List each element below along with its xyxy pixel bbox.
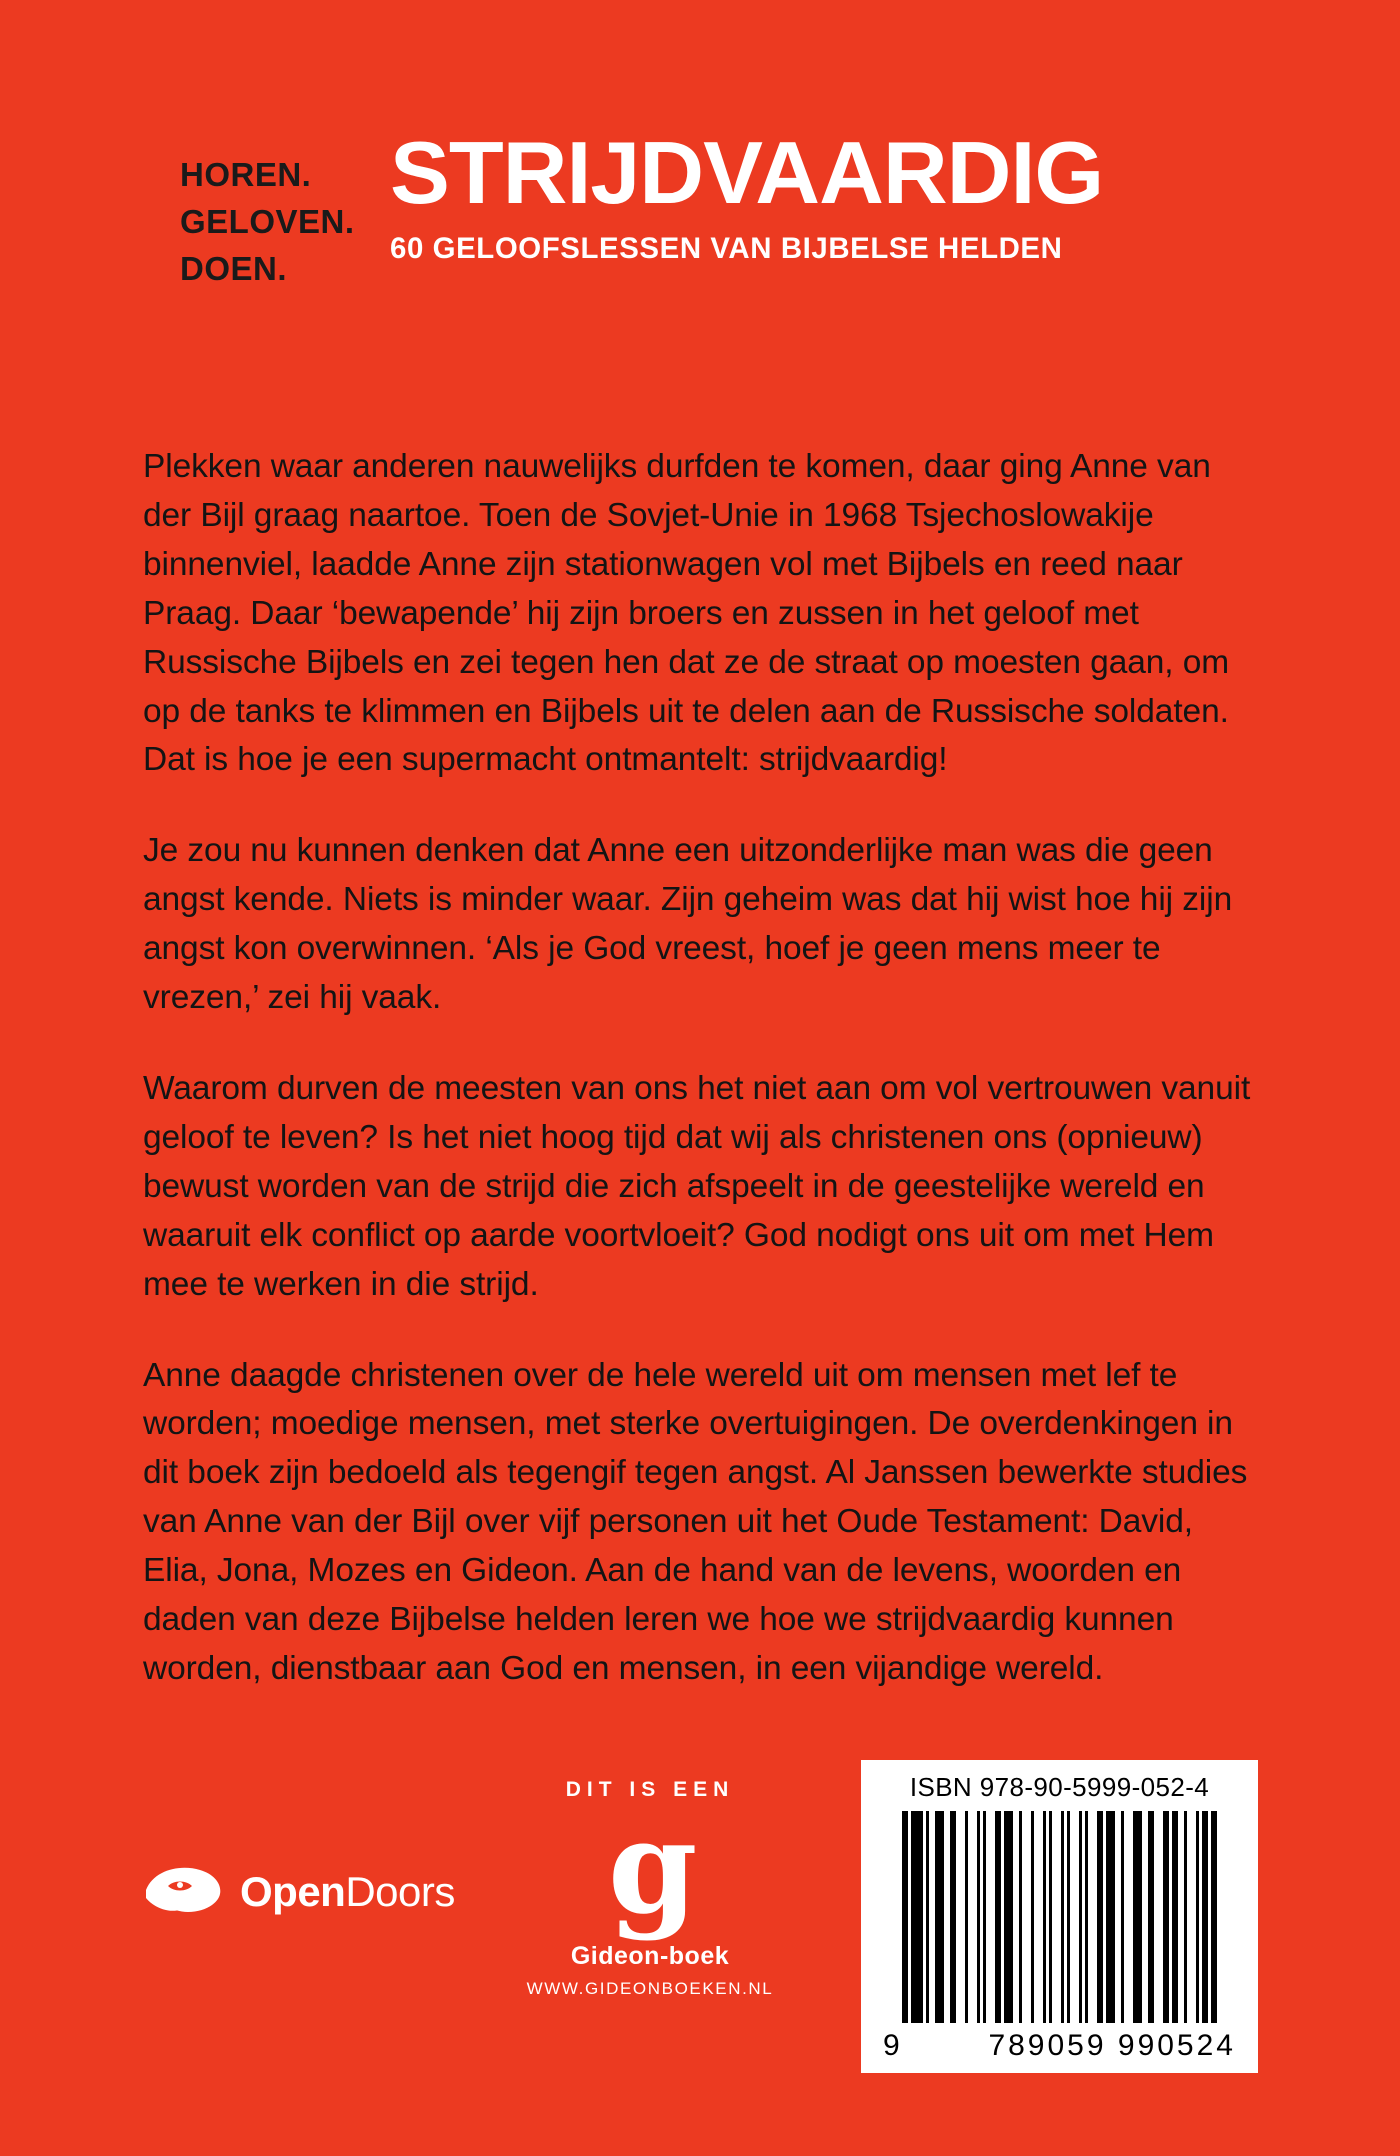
- back-cover-blurb: [143, 443, 1261, 1694]
- publisher-block: [500, 1778, 800, 1999]
- kicker-line-2: GELOVEN.: [180, 202, 355, 240]
- book-subtitle: 60 GELOOFSLESSEN VAN BIJBELSE HELDEN: [390, 232, 1063, 266]
- book-title: STRIJDVAARDIG: [390, 123, 1104, 222]
- kicker-line-1: HOREN.: [180, 156, 312, 193]
- open-doors-logo: [140, 1860, 455, 1924]
- open-doors-wordmark: [240, 1868, 455, 1916]
- publisher-tagline: DIT IS EEN: [565, 1778, 735, 1801]
- blurb-paragraph-4: Anne daagde christenen over de hele wereld uit om mensen met lef te worden; moedige mensen, met sterke overtuigingen. De overdenkingen in dit boek zijn bedoeld als tegengif tegen angst. Al Janssen bewerkte studies van Anne van der Bijl over vijf personen uit het Oude Testament: David, Elia, Jona, Mozes en Gideon. Aan de hand van de levens, woorden en daden van deze Bijbelse helden leren we hoe we strijdvaardig kunnen worden, dienstbaar aan God en mensen, in een vijandige wereld.: [143, 1356, 1248, 1687]
- gideon-g-icon: [608, 1793, 698, 1943]
- barcode-digits: [875, 2023, 1244, 2063]
- barcode-digit-right: 789059 990524: [988, 2029, 1236, 2062]
- publisher-website: WWW.GIDEONBOEKEN.NL: [526, 1979, 774, 1998]
- open-doors-bold: Open: [240, 1868, 346, 1915]
- title-block: [390, 123, 1270, 266]
- open-doors-dove-icon: [140, 1860, 226, 1924]
- cover-footer: [0, 1760, 1400, 2156]
- cover-kicker: [180, 152, 380, 293]
- isbn-label: ISBN 978-90-5999-052-4: [909, 1772, 1210, 1802]
- barcode-bars: [875, 1811, 1244, 2023]
- publisher-name: Gideon-boek: [570, 1942, 730, 1970]
- barcode-digit-left: 9: [883, 2029, 903, 2062]
- blurb-paragraph-1: Plekken waar anderen nauwelijks durfden te komen, daar ging Anne van der Bijl graag naartoe. Toen de Sovjet-Unie in 1968 Tsjechoslowakije binnenviel, laadde Anne zijn stationwagen vol met Bijbels en reed naar Praag. Daar ‘bewapende’ hij zijn broers en zussen in het geloof met Russische Bijbels en zei tegen hen dat ze de straat op moesten gaan, om op de tanks te klimmen en Bijbels uit te delen aan de Russische soldaten. Dat is hoe je een supermacht ontmantelt: strijdvaardig!: [143, 448, 1230, 779]
- isbn-barcode: [861, 1760, 1258, 2073]
- blurb-paragraph-3: Waarom durven de meesten van ons het niet aan om vol vertrouwen vanuit geloof te leven? Is het niet hoog tijd dat wij als christenen ons (opnieuw) bewust worden van de strijd die zich afspeelt in de geestelijke wereld en waaruit elk conflict op aarde voortvloeit? God nodigt ons uit om met Hem mee te werken in die strijd.: [143, 1069, 1251, 1303]
- kicker-line-3: DOEN.: [180, 249, 288, 287]
- gideon-g-letter: g: [608, 1793, 698, 1943]
- blurb-paragraph-2: Je zou nu kunnen denken dat Anne een uitzonderlijke man was die geen angst kende. Niets is minder waar. Zijn geheim was dat hij wist hoe hij zijn angst kon overwinnen. ‘Als je God vreest, hoef je geen mens meer te vrezen,’ zei hij vaak.: [143, 832, 1233, 1017]
- open-doors-light: Doors: [345, 1868, 455, 1915]
